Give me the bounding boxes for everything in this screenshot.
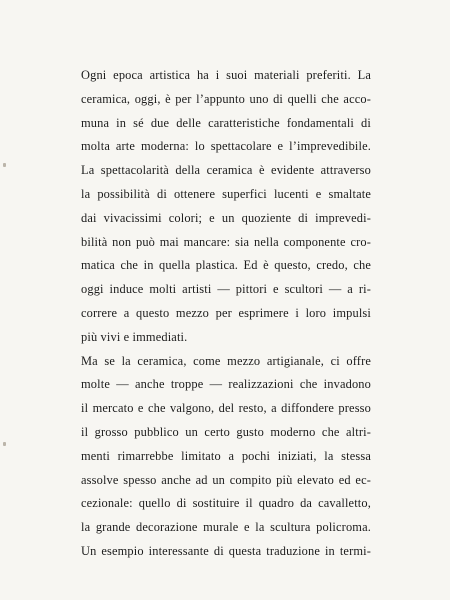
margin-mark	[3, 163, 6, 167]
text-line: La spettacolarità della ceramica è evidente attraverso	[81, 163, 371, 178]
text-line: il mercato e che valgono, del resto, a diffondere presso	[81, 401, 371, 416]
text-line: matica che in quella plastica. Ed è questo, credo, che	[81, 258, 371, 273]
text-line: più vivi e immediati.	[81, 329, 188, 344]
text-line: assolve spesso anche ad un compito più elevato ed ec-	[81, 472, 371, 487]
text-line: Ogni epoca artistica ha i suoi materiali preferiti. La	[81, 68, 371, 82]
text-line: il grosso pubblico un certo gusto moderno che altri-	[81, 424, 371, 439]
text-line: correre a questo mezzo per esprimere i loro impulsi	[81, 305, 371, 320]
text-line: la grande decorazione murale e la scultura policroma.	[81, 520, 371, 535]
paragraph-2	[81, 350, 371, 564]
text-line: Un esempio interessante di questa traduzione in termi-	[81, 543, 371, 558]
text-line: ceramica, oggi, è per l’appunto uno di quelli che acco-	[81, 91, 371, 106]
text-line: bilità non può mai mancare: sia nella componente cro-	[81, 234, 371, 249]
text-line: menti rimarrebbe limitato a pochi iniziati, la stessa	[81, 448, 371, 463]
paragraph-1	[81, 64, 371, 350]
text-line: molta arte moderna: lo spettacolare e l’imprevedibile.	[81, 139, 371, 154]
text-line: dai vivacissimi colori; e un quoziente di imprevedi-	[81, 210, 371, 225]
text-line: la possibilità di ottenere superfici lucenti e smaltate	[81, 186, 371, 201]
text-line: cezionale: quello di sostituire il quadro da cavalletto,	[81, 496, 371, 511]
margin-mark	[3, 442, 6, 446]
text-line: muna in sé due delle caratteristiche fondamentali di	[81, 115, 371, 130]
body-text	[81, 64, 371, 564]
text-line: Ma se la ceramica, come mezzo artigianale, ci offre	[81, 353, 371, 368]
text-line: molte — anche troppe — realizzazioni che invadono	[81, 377, 371, 392]
text-line: oggi induce molti artisti — pittori e scultori — a ri-	[81, 282, 371, 297]
